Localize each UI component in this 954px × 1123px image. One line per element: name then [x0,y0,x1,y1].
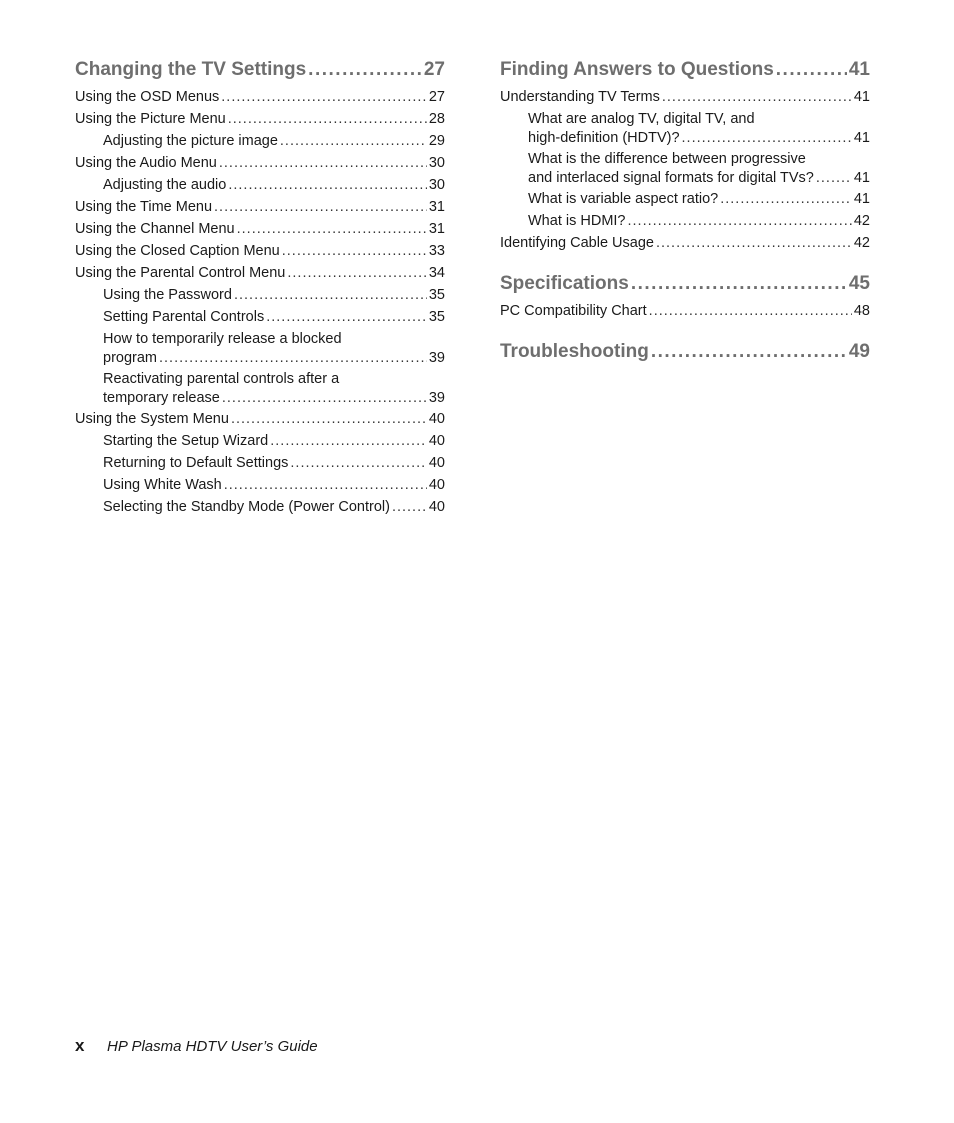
toc-entry[interactable]: Starting the Setup Wizard ..... 40 [75,432,445,454]
toc-heading-tv-settings[interactable]: Changing the TV Settings ..... 27 [75,58,445,88]
toc-entry[interactable]: What are analog TV, digital TV, and high-definition (HDTV)? ..... 41 [500,110,870,150]
toc-entry[interactable]: Using the Parental Control Menu ..... 34 [75,264,445,286]
toc-entry[interactable]: Using White Wash ..... 40 [75,476,445,498]
toc-entry[interactable]: Using the Picture Menu ..... 28 [75,110,445,132]
toc-entry[interactable]: Returning to Default Settings ..... 40 [75,454,445,476]
toc-entry[interactable]: Adjusting the picture image ..... 29 [75,132,445,154]
toc-heading-troubleshooting[interactable]: Troubleshooting ..... 49 [500,340,870,370]
toc-entry[interactable]: Using the Closed Caption Menu ..... 33 [75,242,445,264]
toc-entry[interactable]: Using the Audio Menu ..... 30 [75,154,445,176]
toc-heading-specifications[interactable]: Specifications ..... 45 [500,272,870,302]
toc-entry[interactable]: Using the Time Menu ..... 31 [75,198,445,220]
toc-entry[interactable]: Selecting the Standby Mode (Power Control) ..... 40 [75,498,445,520]
page-number: x [75,1036,85,1055]
toc-entry[interactable]: Using the Password ..... 35 [75,286,445,308]
toc-entry[interactable]: Adjusting the audio ..... 30 [75,176,445,198]
footer-title: HP Plasma HDTV User’s Guide [107,1038,318,1055]
toc-entry[interactable]: What is HDMI? ..... 42 [500,212,870,234]
toc-entry[interactable]: Using the OSD Menus ..... 27 [75,88,445,110]
toc-right-column [500,58,870,370]
toc-entry[interactable]: What is the difference between progressive and interlaced signal formats for digital TVs? ..... 41 [500,150,870,190]
toc-entry[interactable]: Using the System Menu ..... 40 [75,410,445,432]
page-footer [75,1036,318,1056]
toc-entry[interactable]: What is variable aspect ratio? ..... 41 [500,190,870,212]
toc-entry[interactable]: PC Compatibility Chart ..... 48 [500,302,870,324]
toc-entry[interactable]: Understanding TV Terms ..... 41 [500,88,870,110]
toc-entry[interactable]: Setting Parental Controls ..... 35 [75,308,445,330]
toc-entry[interactable]: Using the Channel Menu ..... 31 [75,220,445,242]
toc-entry[interactable]: Identifying Cable Usage ..... 42 [500,234,870,256]
toc-heading-finding-answers[interactable]: Finding Answers to Questions ..... 41 [500,58,870,88]
toc-left-column [75,58,445,520]
toc-entry[interactable]: How to temporarily release a blocked program ..... 39 [75,330,445,370]
toc-entry[interactable]: Reactivating parental controls after a temporary release ..... 39 [75,370,445,410]
